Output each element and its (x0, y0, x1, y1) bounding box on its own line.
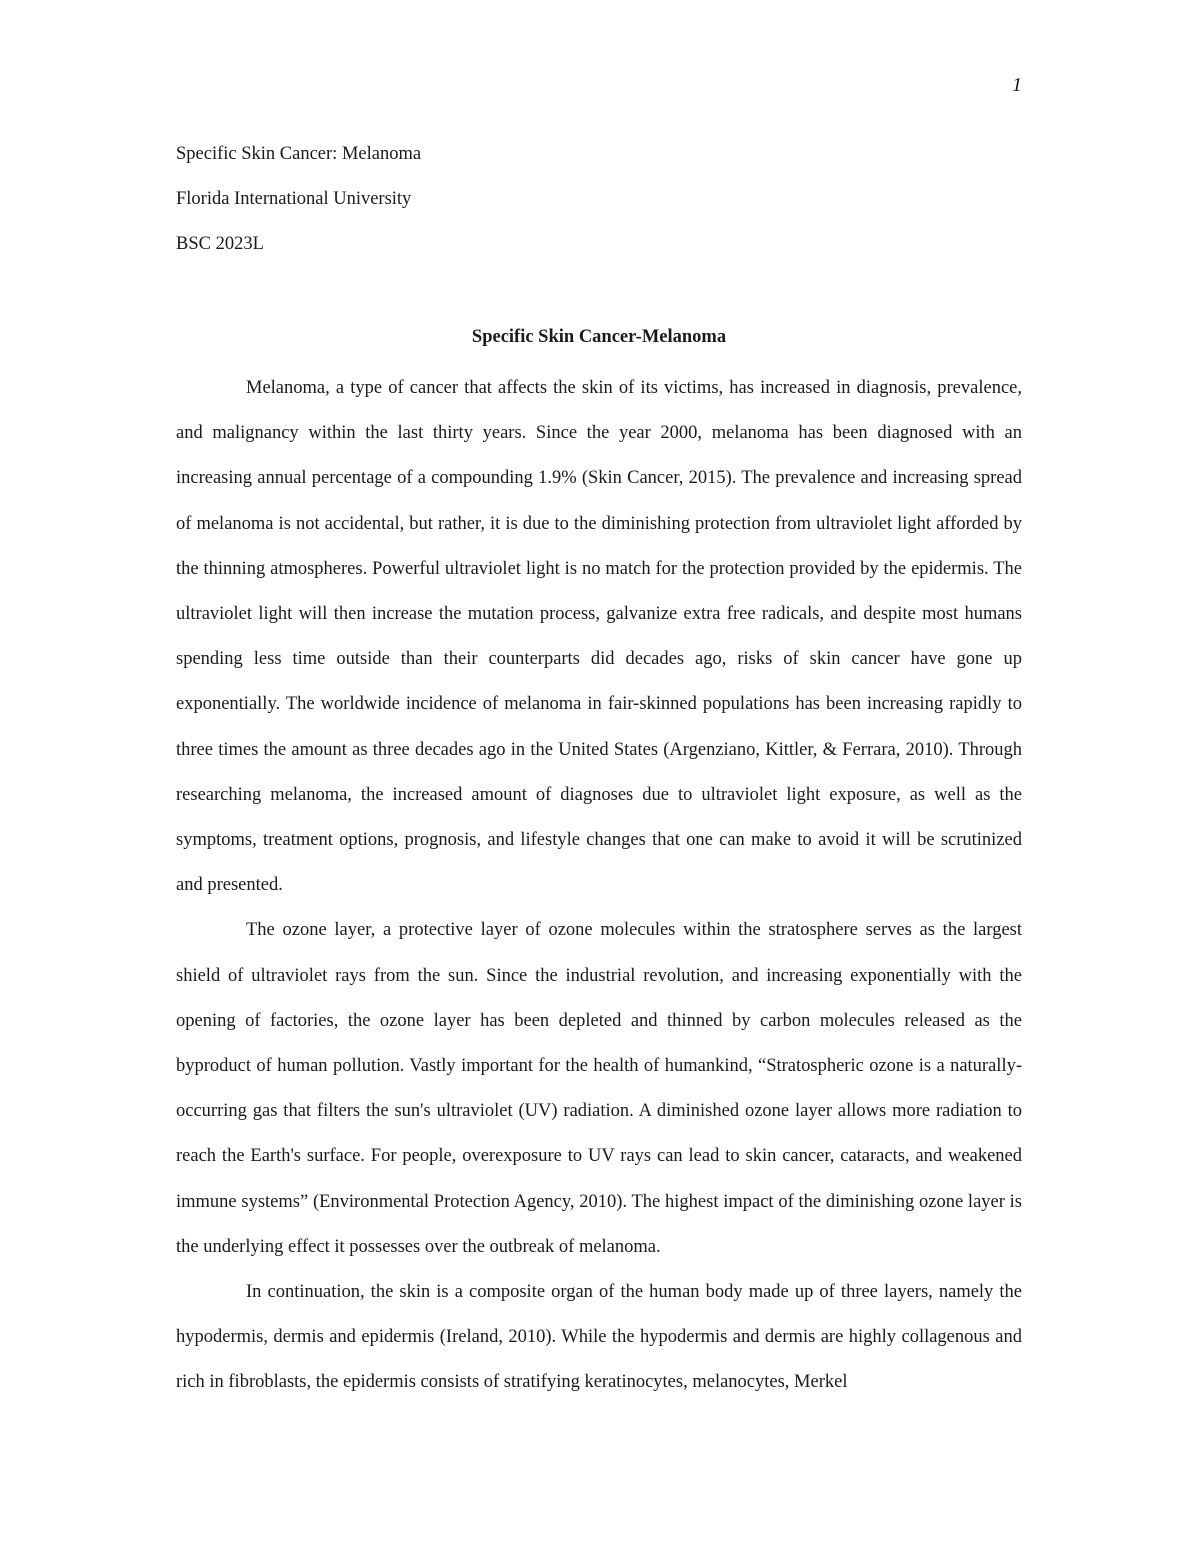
document-title: Specific Skin Cancer-Melanoma (471, 327, 727, 347)
paragraph-ozone: The ozone layer, a protective layer of ozone molecules within the stratosphere serves as the largest shield of ultraviolet rays from the sun. Since the industrial revolution, and increasing exponentially with the opening of factories, the ozone layer has been depleted and thinned by carbon molecules released as the byproduct of human pollution. Vastly important for the health of humankind, “Stratospheric ozone is a naturally-occurring gas that filters the sun's ultraviolet (UV) radiation. A diminished ozone layer allows more radiation to reach the Earth's surface. For people, overexposure to UV rays can lead to skin cancer, cataracts, and weakened immune systems” (Environmental Protection Agency, 2010). The highest impact of the diminishing ozone layer is the underlying effect it possesses over the outbreak of melanoma. (176, 920, 1022, 1257)
header-title-line: Specific Skin Cancer: Melanoma (176, 144, 422, 164)
paragraph-intro: Melanoma, a type of cancer that affects the skin of its victims, has increased in diagnosis, prevalence, and malignancy within the last thirty years. Since the year 2000, melanoma has been diagnosed with an increasing annual percentage of a compounding 1.9% (Skin Cancer, 2015). The prevalence and increasing spread of melanoma is not accidental, but rather, it is due to the diminishing protection from ultraviolet light afforded by the thinning atmospheres. Powerful ultraviolet light is no match for the protection provided by the epidermis. The ultraviolet light will then increase the mutation process, galvanize extra free radicals, and despite most humans spending less time outside than their counterparts did decades ago, risks of skin cancer have gone up exponentially. The worldwide incidence of melanoma in fair-skinned populations has been increasing rapidly to three times the amount as three decades ago in the United States (Argenziano, Kittler, & Ferrara, 2010). Through researching melanoma, the increased amount of diagnoses due to ultraviolet light exposure, as well as the symptoms, treatment options, prognosis, and lifestyle changes that one can make to avoid it will be scrutinized and presented. (176, 378, 1022, 896)
page-number: 1 (1012, 74, 1022, 96)
title-page-header (176, 141, 421, 276)
header-course: BSC 2023L (176, 234, 264, 254)
header-institution: Florida International University (176, 189, 412, 209)
paragraph-skin-layers: In continuation, the skin is a composite organ of the human body made up of three layers, namely the hypodermis, dermis and epidermis (Ireland, 2010). While the hypodermis and dermis are highly collagenous and rich in fibroblasts, the epidermis consists of stratifying keratinocytes, melanocytes, Merkel (176, 1282, 1022, 1393)
body-text (176, 366, 1022, 1406)
